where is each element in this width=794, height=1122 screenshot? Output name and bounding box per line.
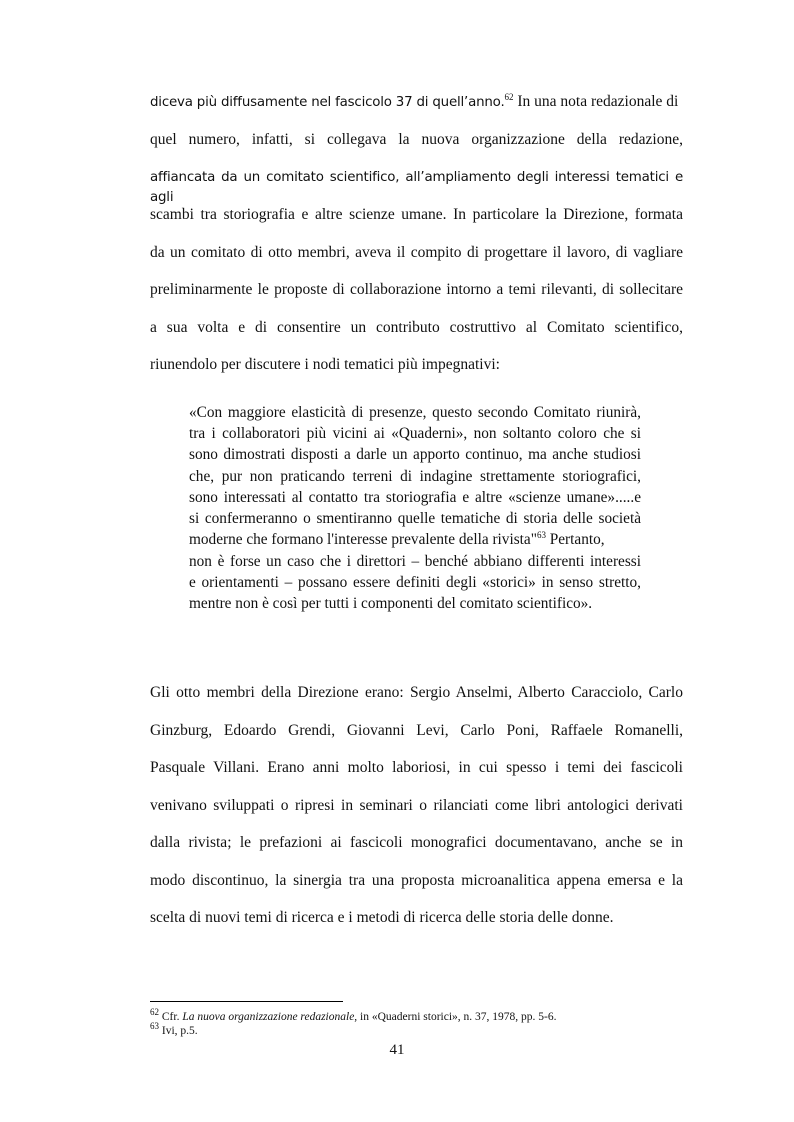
body-text: In una nota redazionale di (517, 93, 679, 110)
body-line-1 (150, 92, 678, 113)
body-line-8: riunendolo per discutere i nodi tematici più impegnativi: (150, 356, 500, 373)
quote-line-2: tra i collaboratori più vicini ai «Quaderni», non soltanto coloro che si (189, 425, 641, 442)
footnote-number: 63 (150, 1021, 159, 1032)
footnote-62 (150, 1007, 557, 1024)
body-line-7: a sua volta e di consentire un contributo costruttivo al Comitato scientifico, (150, 319, 683, 336)
page-number: 41 (389, 1042, 405, 1058)
body-line-12: venivano sviluppati o ripresi in seminari o rilanciati come libri antologici derivati (150, 797, 683, 814)
footnote-63 (150, 1021, 198, 1038)
footnote-text: , in «Quaderni storici», n. 37, 1978, pp. 5-6. (354, 1011, 557, 1023)
quote-line-6: si confermeranno o smentiranno quelle tematiche di storia delle società (189, 510, 641, 527)
quote-text: Pertanto, (545, 531, 605, 548)
body-line-9: Gli otto membri della Direzione erano: Sergio Anselmi, Alberto Caracciolo, Carlo (150, 684, 683, 701)
body-text: diceva più diffusamente nel fascicolo 37 di quell’anno. (150, 95, 505, 110)
quote-line-10: mentre non è così per tutti i componenti del comitato scientifico». (189, 595, 593, 612)
body-line-10: Ginzburg, Edoardo Grendi, Giovanni Levi, Carlo Poni, Raffaele Romanelli, (150, 722, 683, 739)
footnote-ref[interactable]: 63 (536, 529, 546, 540)
quote-line-1: «Con maggiore elasticità di presenze, questo secondo Comitato riunirà, (189, 404, 641, 421)
body-line-4: scambi tra storiografia e altre scienze umane. In particolare la Direzione, formata (150, 206, 683, 223)
footnote-ref[interactable]: 62 (504, 91, 514, 102)
quote-line-5: sono interessati al contatto tra storiografia e altre «scienze umane».....e (189, 489, 641, 506)
footnote-title: La nuova organizzazione redazionale (182, 1011, 355, 1023)
quote-line-8: non è forse un caso che i direttori – benché abbiano differenti interessi (189, 553, 641, 570)
body-line-5: da un comitato di otto membri, aveva il compito di progettare il lavoro, di vagliare (150, 244, 683, 261)
body-line-3: affiancata da un comitato scientifico, all’ampliamento degli interessi tematici e agli (150, 170, 683, 205)
body-line-11: Pasquale Villani. Erano anni molto laboriosi, in cui spesso i temi dei fascicoli (150, 759, 683, 776)
footnote-divider (150, 1001, 343, 1002)
body-line-6: preliminarmente le proposte di collaborazione intorno a temi rilevanti, di sollecitare (150, 281, 683, 298)
footnote-number: 62 (150, 1007, 159, 1018)
quote-line-3: sono dimostrati disposti a darle un apporto continuo, ma anche studiosi (189, 446, 641, 463)
quote-text: moderne che formano l'interesse prevalente della rivista" (189, 531, 537, 548)
quote-line-7 (189, 530, 641, 550)
footnote-text: Ivi, p.5. (159, 1025, 198, 1037)
body-line-13: dalla rivista; le prefazioni ai fascicoli monografici documentavano, anche se in (150, 834, 683, 851)
quote-line-9: e orientamenti – possano essere definiti degli «storici» in senso stretto, (189, 574, 641, 591)
body-line-2: quel numero, infatti, si collegava la nuova organizzazione della redazione, (150, 131, 683, 148)
footnote-text: Cfr. (159, 1011, 183, 1023)
body-line-14: modo discontinuo, la sinergia tra una proposta microanalitica appena emersa e la (150, 872, 683, 889)
quote-line-4: che, pur non praticando terreni di indagine strettamente storiografici, (189, 468, 641, 485)
body-line-15: scelta di nuovi temi di ricerca e i metodi di ricerca delle storia delle donne. (150, 909, 614, 926)
